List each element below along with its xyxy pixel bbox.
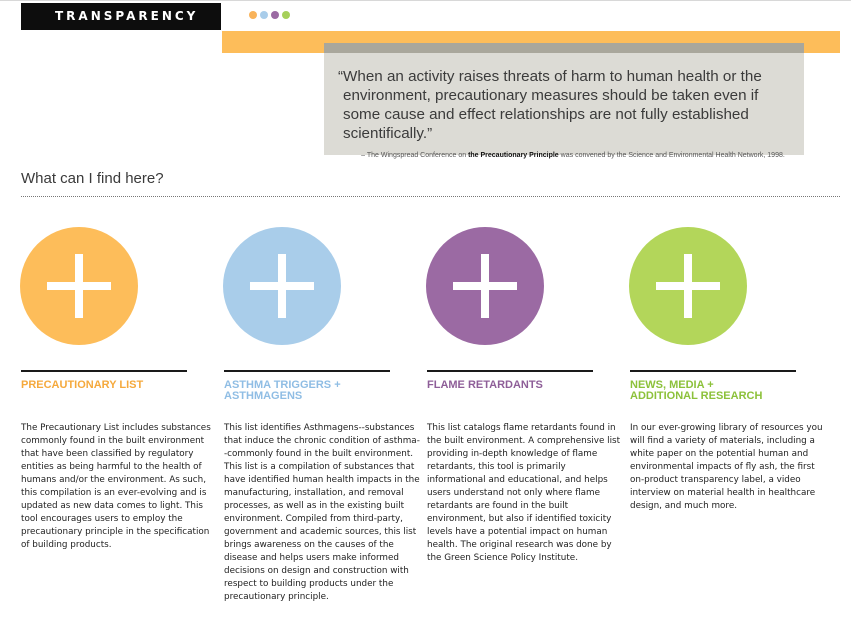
column-title[interactable]: ASTHMA TRIGGERS + ASTHMAGENS xyxy=(224,379,341,402)
expand-flame-retardants-button[interactable] xyxy=(426,227,544,345)
column-rule xyxy=(21,370,187,372)
dot-blue[interactable] xyxy=(260,11,268,19)
color-dots xyxy=(249,11,293,20)
plus-icon xyxy=(250,254,314,318)
column-description: This list catalogs flame retardants found in the built environment. A comprehensive list providing in-depth knowledge of flame retardants, this tool is primarily informational and educational, and helps users understand not only where flame retardants are found in the built environment, but also if identified toxicity levels have a potential impact on human health. The original research was done by the Green Science Policy Institute. xyxy=(427,423,621,563)
column-description: In our ever-growing library of resources you will find a variety of materials, including a white paper on the potential human and environmental impacts of fly ash, the first on-product transparency label, a video interview on material health in healthcare design, and much more. xyxy=(630,423,823,511)
column-rule xyxy=(224,370,390,372)
column-news-media xyxy=(630,227,826,511)
plus-icon xyxy=(656,254,720,318)
quote-text: “When an activity raises threats of harm to human health or the environment, precautionary measures should be taken even if some cause and effect relationships are not fully established scientifically.” xyxy=(338,68,762,142)
quote-box xyxy=(324,43,804,159)
column-rule xyxy=(427,370,593,372)
section-divider xyxy=(21,196,840,197)
dot-orange[interactable] xyxy=(249,11,257,19)
plus-icon xyxy=(47,254,111,318)
column-title[interactable]: FLAME RETARDANTS xyxy=(427,379,543,391)
column-title[interactable]: PRECAUTIONARY LIST xyxy=(21,379,144,391)
dot-green[interactable] xyxy=(282,11,290,19)
expand-precautionary-list-button[interactable] xyxy=(20,227,138,345)
quote-credit-prefix: – The Wingspread Conference on xyxy=(361,152,467,159)
brand-title: TRANSPARENCY xyxy=(21,3,221,30)
column-flame-retardants xyxy=(427,227,623,563)
quote-credit xyxy=(340,152,794,159)
top-border xyxy=(0,0,851,1)
quote-credit-emphasis: the Precautionary Principle xyxy=(468,152,559,159)
dot-purple[interactable] xyxy=(271,11,279,19)
column-title[interactable]: NEWS, MEDIA + ADDITIONAL RESEARCH xyxy=(630,379,763,402)
column-rule xyxy=(630,370,796,372)
expand-news-media-button[interactable] xyxy=(629,227,747,345)
plus-icon xyxy=(453,254,517,318)
column-asthma-triggers xyxy=(224,227,420,602)
quote-credit-suffix: was convened by the Science and Environmental Health Network, 1998. xyxy=(560,152,785,159)
expand-asthma-triggers-button[interactable] xyxy=(223,227,341,345)
column-description: The Precautionary List includes substances commonly found in the built environment that have been classified by regulatory entities as being harmful to the health of humans and/or the environment. As such, this compilation is an ever-evolving and is updated as new data comes to light. This tool encourages users to employ the precautionary principle in the specification of building products. xyxy=(21,423,211,550)
column-precautionary-list xyxy=(21,227,217,550)
column-description: This list identifies Asthmagens--substances that induce the chronic condition of asthma--commonly found in the built environment. This list is a compilation of substances that have identified human health impacts in the manufacturing, installation, and removal processes, as well as in the existing built environment. Compiled from third-party, government and academic sources, this list brings awareness on the causes of the disease and helps users make informed decisions on design and construction with respect to building products under the precautionary principle. xyxy=(224,423,420,602)
section-title: What can I find here? xyxy=(21,170,164,187)
